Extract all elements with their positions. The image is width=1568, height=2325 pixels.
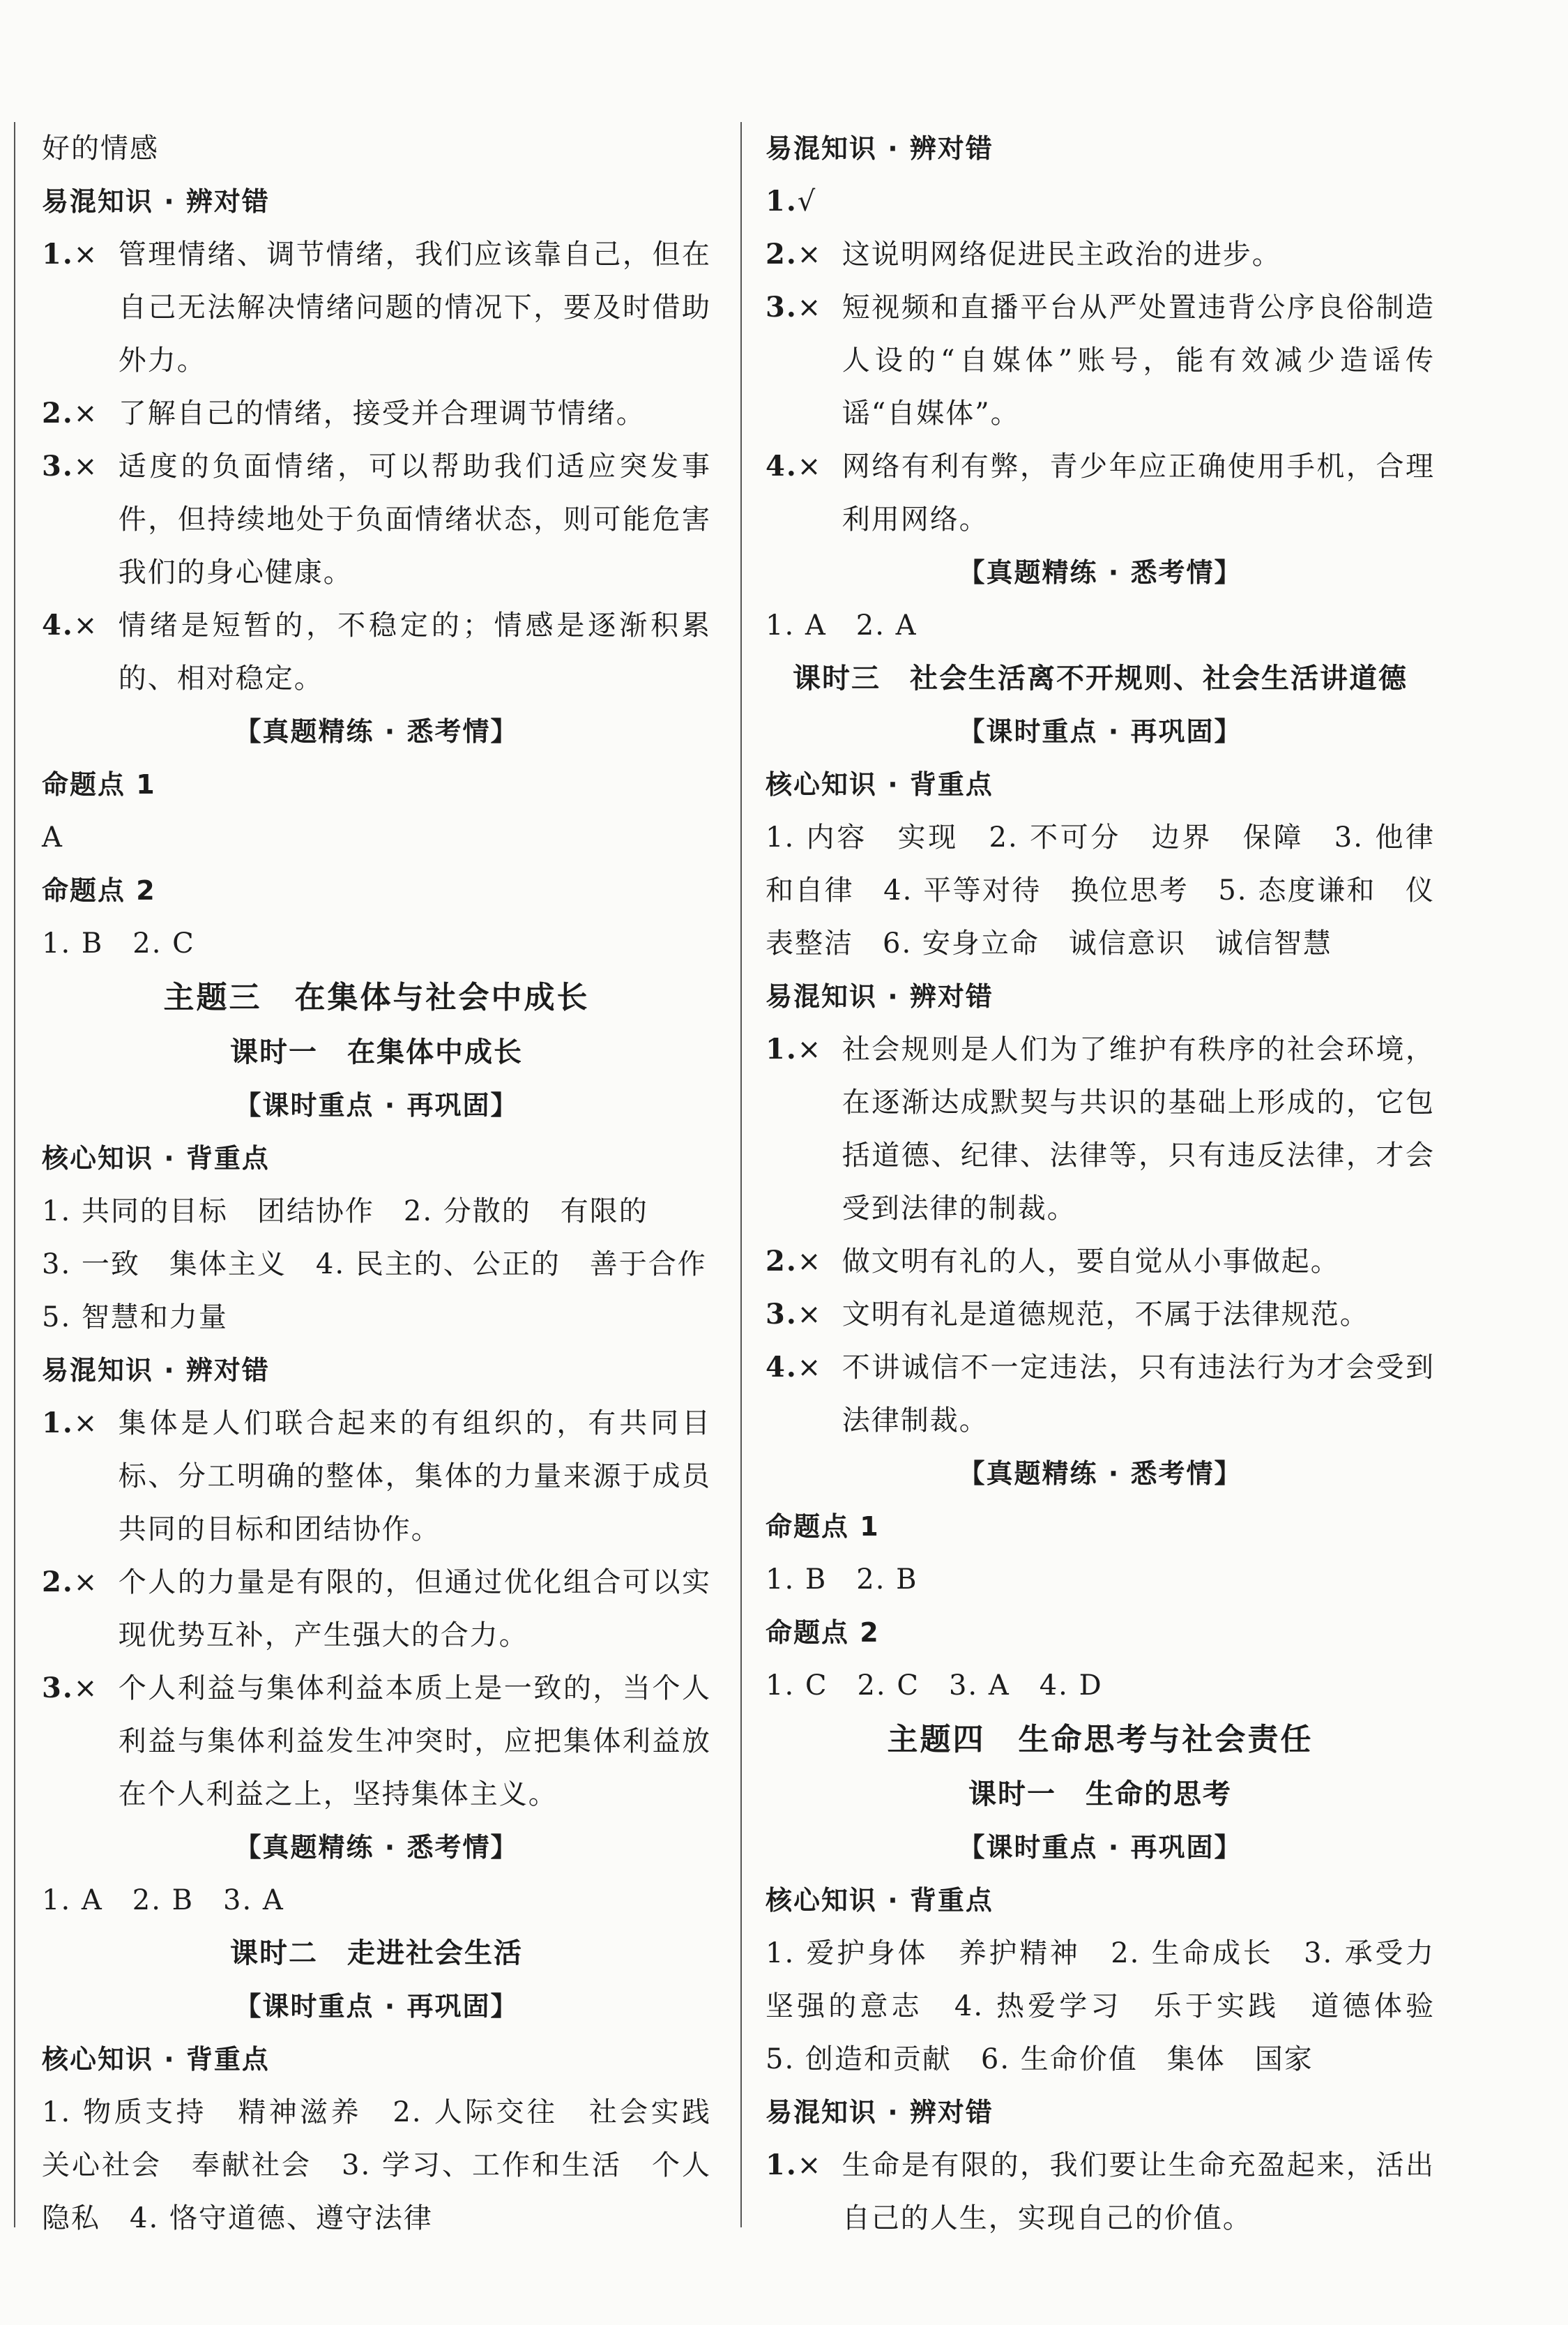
section-title-core-knowledge: 核心知识 · 背重点 bbox=[42, 1143, 270, 1174]
answer-item: 1. × 社会规则是人们为了维护有秩序的社会环境，在逐渐达成默契与共识的基础上形成的，它包括道德、纪律、法律等，只有违反法律，才会受到法律的制裁。 bbox=[766, 1023, 1435, 1235]
bracket-heading-lesson-review: 【课时重点 · 再巩固】 bbox=[234, 1991, 519, 2022]
topic-point-label: 命题点 1 bbox=[42, 769, 156, 800]
bracket-heading-lesson-review: 【课时重点 · 再巩固】 bbox=[234, 1090, 519, 1121]
answer-item: 1. × 集体是人们联合起来的有组织的，有共同目标、分工明确的整体，集体的力量来源于成员共同的目标和团结协作。 bbox=[42, 1397, 711, 1556]
core-line: 1. 共同的目标 团结协作 2. 分散的 有限的 bbox=[42, 1195, 648, 1227]
answer-line: 1. B 2. B bbox=[766, 1563, 918, 1596]
bracket-heading-exam-practice: 【真题精练 · 悉考情】 bbox=[958, 557, 1242, 588]
column-divider bbox=[740, 122, 742, 2225]
true-false-list bbox=[766, 1023, 1435, 1447]
cross-mark: × bbox=[797, 1033, 823, 1066]
continued-text: 好的情感 bbox=[42, 132, 159, 165]
answer-item: 3. × 适度的负面情绪，可以帮助我们适应突发事件，但持续地处于负面情绪状态，则可能危害我们的身心健康。 bbox=[42, 440, 711, 599]
bracket-heading-exam-practice: 【真题精练 · 悉考情】 bbox=[234, 716, 519, 747]
left-column bbox=[42, 122, 740, 2245]
cross-mark: × bbox=[797, 1351, 823, 1384]
section-title-core-knowledge: 核心知识 · 背重点 bbox=[42, 2044, 270, 2075]
cross-mark: × bbox=[797, 1298, 823, 1331]
bracket-heading-lesson-review: 【课时重点 · 再巩固】 bbox=[958, 716, 1242, 747]
answer-line: A bbox=[42, 821, 63, 854]
cross-mark: × bbox=[73, 1407, 99, 1439]
cross-mark: × bbox=[73, 450, 99, 483]
section-title-confusing-knowledge: 易混知识 · 辨对错 bbox=[42, 186, 270, 217]
answer-item: 3. × 个人利益与集体利益本质上是一致的，当个人利益与集体利益发生冲突时，应把集体利益放在个人利益之上，坚持集体主义。 bbox=[42, 1662, 711, 1821]
answer-item: 1. √ bbox=[766, 175, 1435, 228]
cross-mark: × bbox=[73, 1566, 99, 1598]
left-rule-end-tick bbox=[14, 2220, 15, 2227]
answer-item: 4. × 网络有利有弊，青少年应正确使用手机，合理利用网络。 bbox=[766, 440, 1435, 546]
answer-item: 2. × 了解自己的情绪，接受并合理调节情绪。 bbox=[42, 387, 711, 440]
lesson-title: 课时一 生命的思考 bbox=[968, 1778, 1232, 1810]
left-margin-rule bbox=[14, 122, 15, 2225]
section-title-confusing-knowledge: 易混知识 · 辨对错 bbox=[42, 1355, 270, 1386]
answer-line: 1. A 2. B 3. A bbox=[42, 1884, 284, 1916]
bracket-heading-lesson-review: 【课时重点 · 再巩固】 bbox=[958, 1832, 1242, 1863]
cross-mark: × bbox=[73, 397, 99, 430]
cross-mark: × bbox=[73, 1672, 99, 1704]
answer-item: 4. × 情绪是短暂的，不稳定的；情感是逐渐积累的、相对稳定。 bbox=[42, 599, 711, 705]
section-title-confusing-knowledge: 易混知识 · 辨对错 bbox=[766, 2097, 994, 2128]
true-false-list bbox=[766, 175, 1435, 546]
answer-item: 2. × 做文明有礼的人，要自觉从小事做起。 bbox=[766, 1235, 1435, 1288]
cross-mark: × bbox=[797, 2149, 823, 2181]
cross-mark: × bbox=[797, 1245, 823, 1278]
section-title-core-knowledge: 核心知识 · 背重点 bbox=[766, 769, 994, 800]
answer-item: 2. × 这说明网络促进民主政治的进步。 bbox=[766, 228, 1435, 281]
true-false-list bbox=[42, 228, 711, 705]
section-title-confusing-knowledge: 易混知识 · 辨对错 bbox=[766, 981, 994, 1012]
cross-mark: × bbox=[797, 238, 823, 271]
answer-item: 3. × 文明有礼是道德规范，不属于法律规范。 bbox=[766, 1288, 1435, 1341]
true-false-list bbox=[766, 2139, 1435, 2245]
section-title-confusing-knowledge: 易混知识 · 辨对错 bbox=[766, 133, 994, 164]
divider-end-tick bbox=[740, 2220, 742, 2227]
answer-item: 1. × 生命是有限的，我们要让生命充盈起来，活出自己的人生，实现自己的价值。 bbox=[766, 2139, 1435, 2245]
cross-mark: × bbox=[73, 238, 99, 271]
answer-line: 1. C 2. C 3. A 4. D bbox=[766, 1669, 1103, 1702]
lesson-title: 课时二 走进社会生活 bbox=[230, 1937, 523, 1969]
topic-point-label: 命题点 2 bbox=[766, 1617, 880, 1648]
answer-item: 4. × 不讲诚信不一定违法，只有违法行为才会受到法律制裁。 bbox=[766, 1341, 1435, 1447]
answer-item: 3. × 短视频和直播平台从严处置违背公序良俗制造人设的“自媒体”账号，能有效减少造谣传谣“自媒体”。 bbox=[766, 281, 1435, 440]
answer-line: 1. A 2. A bbox=[766, 609, 918, 642]
core-paragraph: 1. 物质支持 精神滋养 2. 人际交往 社会实践 关心社会 奉献社会 3. 学习、工作和生活 个人隐私 4. 恪守道德、遵守法律 bbox=[42, 2096, 740, 2234]
cross-mark: × bbox=[73, 609, 99, 642]
cross-mark: × bbox=[797, 291, 823, 324]
core-line: 5. 智慧和力量 bbox=[42, 1301, 228, 1333]
section-title-core-knowledge: 核心知识 · 背重点 bbox=[766, 1885, 994, 1916]
answer-item: 1. × 管理情绪、调节情绪，我们应该靠自己，但在自己无法解决情绪问题的情况下，要及时借助外力。 bbox=[42, 228, 711, 387]
topic-point-label: 命题点 2 bbox=[42, 875, 156, 906]
bracket-heading-exam-practice: 【真题精练 · 悉考情】 bbox=[234, 1832, 519, 1863]
core-paragraph: 1. 内容 实现 2. 不可分 边界 保障 3. 他律和自律 4. 平等对待 换位思考 5. 态度谦和 仪表整洁 6. 安身立命 诚信意识 诚信智慧 bbox=[766, 821, 1435, 960]
answer-line: 1. B 2. C bbox=[42, 927, 195, 960]
core-line: 3. 一致 集体主义 4. 民主的、公正的 善于合作 bbox=[42, 1248, 707, 1280]
lesson-title: 课时一 在集体中成长 bbox=[230, 1036, 523, 1068]
theme-title: 主题三 在集体与社会中成长 bbox=[163, 980, 590, 1015]
right-column bbox=[766, 122, 1464, 2245]
bracket-heading-exam-practice: 【真题精练 · 悉考情】 bbox=[958, 1458, 1242, 1489]
true-false-list bbox=[42, 1397, 711, 1821]
lesson-title: 课时三 社会生活离不开规则、社会生活讲道德 bbox=[793, 662, 1408, 695]
topic-point-label: 命题点 1 bbox=[766, 1511, 880, 1542]
check-mark: √ bbox=[797, 185, 817, 218]
core-paragraph: 1. 爱护身体 养护精神 2. 生命成长 3. 承受力 坚强的意志 4. 热爱学习 乐于实践 道德体验 5. 创造和贡献 6. 生命价值 集体 国家 bbox=[766, 1937, 1464, 2075]
cross-mark: × bbox=[797, 450, 823, 483]
theme-title: 主题四 生命思考与社会责任 bbox=[887, 1722, 1314, 1757]
answer-item: 2. × 个人的力量是有限的，但通过优化组合可以实现优势互补，产生强大的合力。 bbox=[42, 1556, 711, 1662]
